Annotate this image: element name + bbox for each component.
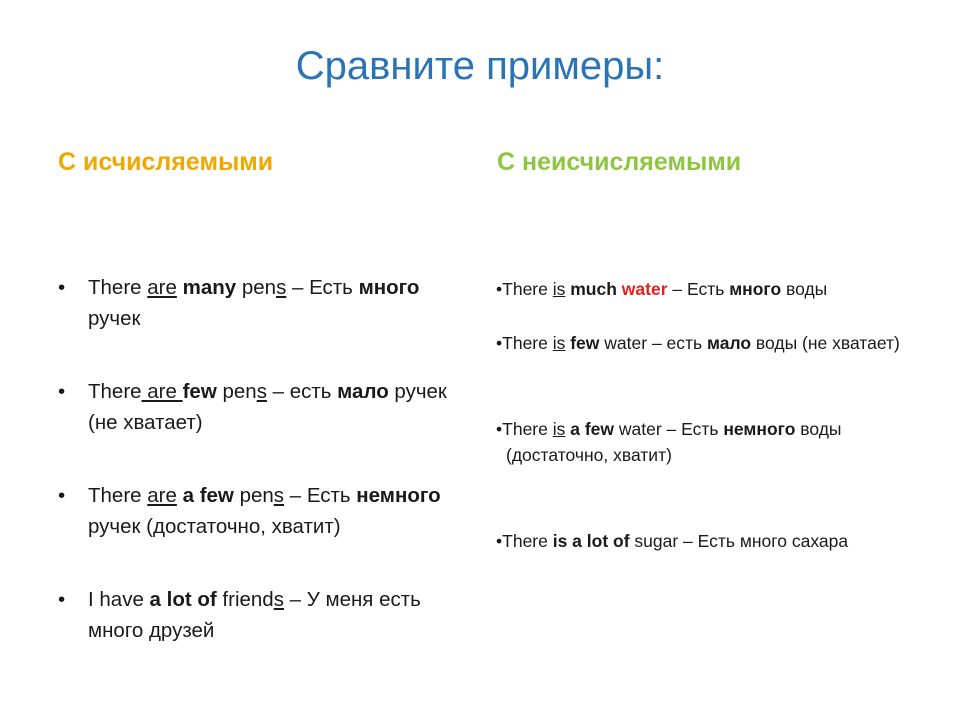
- example-text: There: [502, 419, 553, 439]
- translation-bold: много: [729, 279, 782, 299]
- example-text: water – Есть: [614, 419, 724, 439]
- example-text: There: [88, 484, 148, 507]
- uncountable-examples-list: [496, 276, 916, 554]
- countable-examples-list: [58, 272, 458, 688]
- verb-underlined: is: [552, 419, 566, 439]
- translation-text: ручек (достаточно, хватит): [88, 515, 341, 538]
- countable-example-1: [58, 272, 458, 334]
- verb-underlined: are: [147, 276, 177, 299]
- countable-heading: С исчисляемыми: [58, 148, 274, 176]
- example-text: water – есть: [599, 333, 708, 353]
- quantifier-bold: a few: [570, 419, 615, 439]
- countable-example-3: [58, 480, 458, 542]
- translation-bold: мало: [337, 380, 389, 403]
- bullet-icon: •: [496, 333, 503, 353]
- translation-bold: мало: [707, 333, 752, 353]
- translation-text: – есть: [266, 380, 338, 403]
- uncountable-example-2: [496, 330, 916, 356]
- uncountable-example-1: [496, 276, 916, 302]
- quantifier-bold: few: [182, 380, 217, 403]
- bullet-icon: •: [58, 276, 66, 299]
- example-text: There: [88, 380, 142, 403]
- bullet-icon: •: [496, 279, 503, 299]
- plural-ending-underlined: s: [273, 588, 284, 611]
- plural-ending-underlined: s: [273, 484, 285, 507]
- example-text: pen: [236, 276, 277, 299]
- noun-highlighted: water: [621, 279, 668, 299]
- quantifier-bold: many: [182, 276, 237, 299]
- bullet-icon: •: [496, 531, 503, 551]
- translation-text: ручек (не хватает): [88, 380, 447, 434]
- translation-bold: немного: [356, 484, 441, 507]
- translation-text: – У меня есть много друзей: [88, 588, 421, 642]
- verb-underlined: are: [147, 484, 177, 507]
- translation-text: – Есть: [284, 484, 357, 507]
- translation-text: воды (не хватает): [751, 333, 900, 353]
- quantifier-bold: much: [570, 279, 617, 299]
- quantifier-bold: a few: [182, 484, 234, 507]
- example-text: sugar – Есть много сахара: [629, 531, 849, 551]
- bullet-icon: •: [58, 588, 66, 611]
- verb-underlined: are: [141, 380, 183, 403]
- translation-bold: много: [358, 276, 420, 299]
- example-text: pen: [233, 484, 274, 507]
- translation-text: ручек: [88, 307, 141, 330]
- example-text: There: [502, 531, 553, 551]
- translation-text: – Есть: [286, 276, 359, 299]
- example-text: There: [502, 279, 553, 299]
- example-text: pen: [216, 380, 257, 403]
- plural-ending-underlined: s: [276, 276, 287, 299]
- plural-ending-underlined: s: [256, 380, 267, 403]
- example-text: There: [502, 333, 553, 353]
- bullet-icon: •: [58, 484, 66, 507]
- quantifier-bold: a lot of: [149, 588, 217, 611]
- bullet-icon: •: [496, 419, 503, 439]
- example-text: There: [88, 276, 148, 299]
- countable-example-2: [58, 376, 458, 438]
- verb-underlined: is: [552, 333, 566, 353]
- verb-underlined: is: [552, 279, 566, 299]
- example-text: I have: [88, 588, 150, 611]
- bullet-icon: •: [58, 380, 66, 403]
- translation-text: – Есть: [667, 279, 730, 299]
- example-text: friend: [216, 588, 274, 611]
- translation-text: воды: [781, 279, 828, 299]
- translation-bold: немного: [723, 419, 796, 439]
- quantifier-bold: is a lot of: [552, 531, 630, 551]
- slide-title: Сравните примеры:: [295, 44, 665, 88]
- uncountable-heading: С неисчисляемыми: [497, 148, 742, 176]
- uncountable-example-4: [496, 528, 916, 554]
- quantifier-bold: few: [570, 333, 600, 353]
- countable-example-4: [58, 584, 458, 646]
- translation-text: воды (достаточно, хватит): [506, 419, 842, 465]
- uncountable-example-3: [496, 416, 916, 468]
